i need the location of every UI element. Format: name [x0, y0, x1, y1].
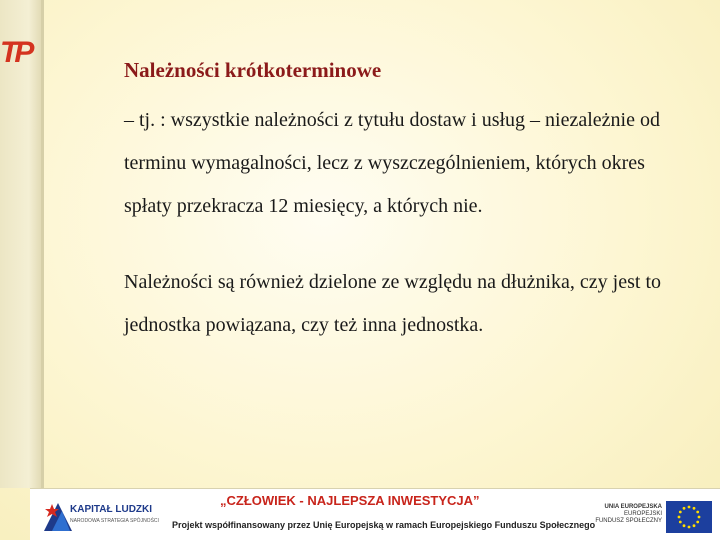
paragraph-1: – tj. : wszystkie należności z tytułu dostaw i usług – niezależnie od terminu wymagalności, lecz z wyszczególnieniem, których okres spłaty przekracza 12 miesięcy, a których nie. [124, 109, 660, 217]
project-line: Projekt współfinansowany przez Unię Europejską w ramach Europejskiego Funduszu Społecznego [172, 520, 596, 530]
eu-label-line3: FUNDUSZ SPOŁECZNY [595, 518, 662, 524]
left-decorative-bar [0, 0, 44, 488]
kapital-ludzki-logo-icon [40, 497, 76, 535]
eu-label-line2: EUROPEJSKI [623, 511, 662, 517]
eu-label [590, 504, 662, 525]
eu-flag-icon [666, 501, 712, 533]
footer-slogan: „CZŁOWIEK - NAJLEPSZA INWESTYCJA” [220, 493, 480, 508]
footer-banner [30, 488, 720, 540]
slide-title: Należności krótkoterminowe [124, 58, 382, 82]
kapital-ludzki-subtitle: NARODOWA STRATEGIA SPÓJNOŚCI [70, 518, 159, 524]
paragraph-2: Należności są również dzielone ze względu na dłużnika, czy jest to jednostka powiązana, czy też inna jednostka. [124, 271, 662, 336]
tp-logo: TP [0, 36, 31, 69]
slide-content [124, 58, 684, 347]
kapital-ludzki-name: KAPITAŁ LUDZKI [70, 504, 153, 515]
eu-label-line1: UNIA EUROPEJSKA [604, 504, 662, 510]
